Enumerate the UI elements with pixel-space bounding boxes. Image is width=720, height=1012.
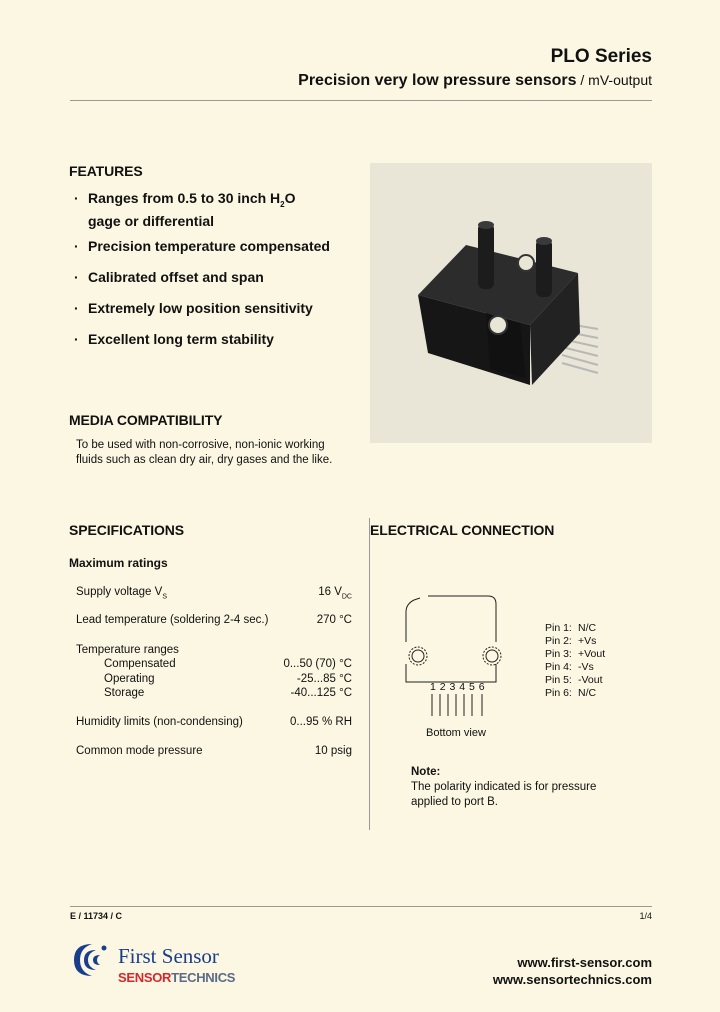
- document-code: E / 11734 / C: [70, 911, 123, 921]
- feature-item: · Calibrated offset and span: [74, 269, 264, 285]
- feature-item: · Ranges from 0.5 to 30 inch $H_2O$ gage or differential: [74, 190, 296, 229]
- column-divider: [369, 518, 370, 830]
- bullet: ·: [74, 238, 79, 254]
- website-link-sensortechnics[interactable]: www.sensortechnics.com: [492, 972, 652, 987]
- media-text: To be used with non-corrosive, non-ionic working fluids such as clean dry air, dry gases and the like.: [76, 439, 333, 466]
- temp-ranges-label: Temperature ranges: [76, 644, 179, 656]
- pin-row: Pin 3: +Vout: [545, 648, 606, 660]
- feature-item: · Excellent long term stability: [74, 331, 274, 347]
- product-photo: [370, 163, 652, 443]
- page-subtitle: [298, 72, 652, 90]
- bullet: ·: [74, 269, 79, 285]
- header-divider: [70, 100, 652, 101]
- logo-sensortechnics: SENSORTECHNICS: [118, 970, 236, 985]
- feature-item: · Extremely low position sensitivity: [74, 300, 313, 316]
- feature-item: · Precision temperature compensated: [74, 238, 330, 254]
- subtitle-output: / mV-output: [576, 72, 652, 88]
- pinout-diagram: [400, 590, 510, 720]
- pin-row: Pin 4: -Vs: [545, 661, 594, 673]
- pin-list: [545, 622, 605, 700]
- features-heading: FEATURES: [69, 163, 143, 179]
- sensor-image: [370, 163, 652, 443]
- bottom-view-label: Bottom view: [426, 727, 486, 739]
- note: Note: The polarity indicated is for pressure applied to port B.: [411, 766, 597, 808]
- pin-row: Pin 1: N/C: [545, 622, 597, 634]
- bullet: ·: [74, 331, 79, 347]
- media-heading: MEDIA COMPATIBILITY: [69, 412, 223, 428]
- website-link-first-sensor[interactable]: www.first-sensor.com: [517, 955, 652, 970]
- pin-row: Pin 6: N/C: [545, 687, 597, 699]
- page-number: 1/4: [639, 911, 652, 921]
- pin-row: Pin 5: -Vout: [545, 674, 603, 686]
- pin-numbers: 1 2 3 4 5 6: [430, 681, 486, 693]
- electrical-heading: ELECTRICAL CONNECTION: [370, 522, 555, 538]
- bullet: ·: [74, 300, 79, 316]
- pin-row: Pin 2: +Vs: [545, 635, 597, 647]
- subtitle-main: Precision very low pressure sensors: [298, 72, 577, 89]
- first-sensor-logo-icon: [68, 940, 114, 980]
- page-title: PLO Series: [550, 46, 652, 67]
- specs-heading: SPECIFICATIONS: [69, 522, 185, 538]
- max-ratings-heading: Maximum ratings: [69, 556, 168, 570]
- footer-divider: [70, 906, 652, 907]
- bullet: ·: [74, 190, 79, 206]
- logo-first-sensor: First Sensor: [118, 944, 219, 968]
